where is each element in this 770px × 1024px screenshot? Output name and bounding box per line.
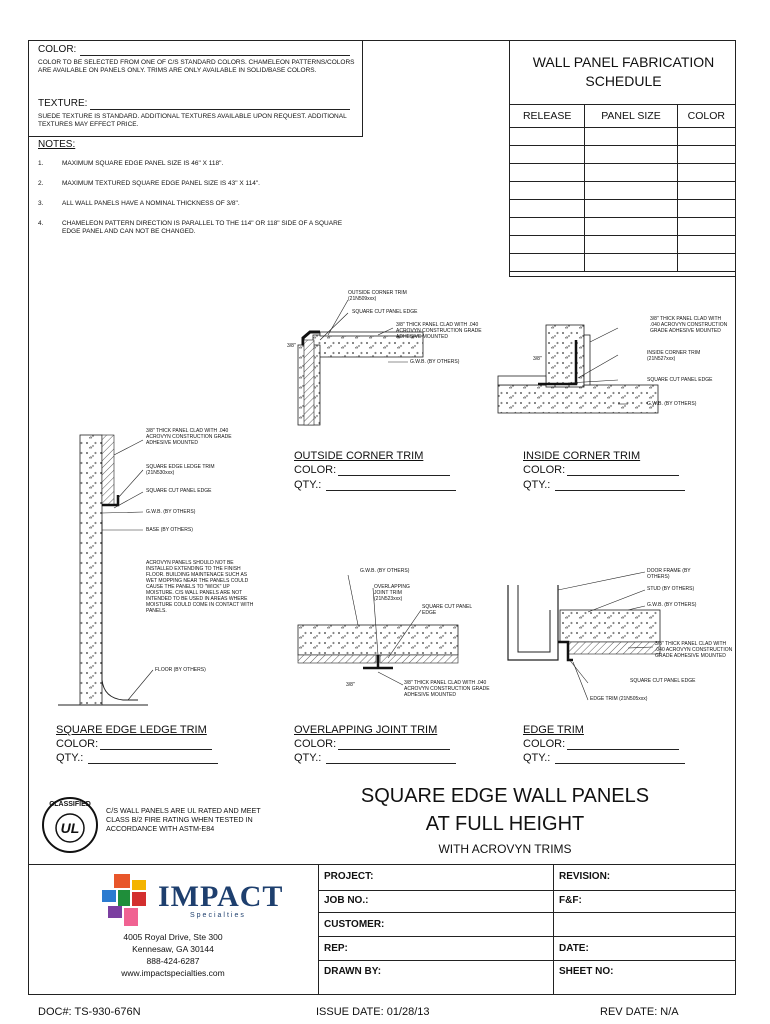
divider	[318, 936, 736, 937]
note-text: ALL WALL PANELS HAVE A NOMINAL THICKNESS OF 3/8".	[62, 200, 240, 207]
schedule-row[interactable]	[510, 164, 736, 182]
schedule-table	[509, 104, 736, 272]
impact-logo-icon	[100, 872, 160, 930]
ul-text: C/S WALL PANELS ARE UL RATED AND MEET CLASS B/2 FIRE RATING WHEN TESTED IN ACCORDANCE WITH ASTM-E84	[106, 806, 261, 833]
note-number: 1.	[38, 160, 44, 167]
col-release: RELEASE	[510, 105, 585, 128]
schedule-header-row	[510, 105, 736, 128]
overlap-qty: QTY.:	[294, 752, 322, 764]
callout: G.W.B. (BY OTHERS)	[146, 509, 196, 515]
company-tag: Specialties	[190, 912, 246, 919]
fill-line	[555, 490, 685, 491]
schedule-row[interactable]	[510, 128, 736, 146]
callout: G.W.B. (BY OTHERS)	[647, 602, 697, 608]
callout: SQUARE CUT PANEL EDGE	[422, 604, 472, 616]
fill-line	[567, 475, 679, 476]
schedule-row[interactable]	[510, 236, 736, 254]
divider	[318, 960, 736, 961]
col-panel-size: PANEL SIZE	[585, 105, 677, 128]
callout: FLOOR (BY OTHERS)	[155, 667, 206, 673]
color-label: COLOR:	[38, 44, 77, 55]
overlap-title: OVERLAPPING JOINT TRIM	[294, 724, 438, 736]
outside-corner-detail	[298, 300, 423, 425]
divider	[318, 890, 736, 891]
fill-line	[88, 763, 218, 764]
job-no-field[interactable]: JOB NO.:	[324, 895, 369, 906]
ul-classified-icon	[40, 795, 100, 855]
ledge-title: SQUARE EDGE LEDGE TRIM	[56, 724, 207, 736]
callout: 3/8" THICK PANEL CLAD WITH .040 ACROVYN CONSTRUCTION GRADE ADHESIVE MOUNTED	[404, 680, 490, 698]
callout: SQUARE CUT PANEL EDGE	[647, 377, 713, 383]
ledge-detail	[58, 435, 153, 705]
color-underline	[80, 55, 350, 56]
main-title-line2: AT FULL HEIGHT	[425, 813, 585, 835]
callout: G.W.B. (BY OTHERS)	[360, 568, 410, 574]
note-text: MAXIMUM TEXTURED SQUARE EDGE PANEL SIZE IS 43" X 114".	[62, 180, 260, 187]
dim-fraction: 3/8"	[346, 682, 355, 688]
company-address1: 4005 Royal Drive, Ste 300	[123, 932, 223, 942]
schedule-title-line1: WALL PANEL FABRICATION	[532, 54, 715, 70]
schedule-row[interactable]	[510, 146, 736, 164]
date-field[interactable]: DATE:	[559, 943, 589, 954]
detail-drawings	[28, 280, 736, 780]
schedule-row[interactable]	[510, 182, 736, 200]
divider	[28, 864, 736, 865]
callout: SQUARE CUT PANEL EDGE	[146, 488, 212, 494]
callout: DOOR FRAME (BY OTHERS)	[647, 568, 691, 580]
note-text: MAXIMUM SQUARE EDGE PANEL SIZE IS 46" X 118".	[62, 160, 224, 167]
inside-corner-qty: QTY.:	[523, 479, 551, 491]
callout: OUTSIDE CORNER TRIM (21N509xxx)	[348, 290, 407, 302]
main-title-line1: SQUARE EDGE WALL PANELS	[360, 785, 650, 807]
issue-date: ISSUE DATE: 01/28/13	[316, 1006, 430, 1018]
edge-color: COLOR:	[523, 738, 566, 750]
ff-field[interactable]: F&F:	[559, 895, 582, 906]
texture-underline	[90, 109, 350, 110]
callout: G.W.B. (BY OTHERS)	[647, 401, 697, 407]
callout: OVERLAPPING JOINT TRIM (21N523xxx)	[374, 584, 410, 602]
dim-fraction: 3/8"	[287, 343, 296, 349]
schedule-row[interactable]	[510, 200, 736, 218]
overlap-color: COLOR:	[294, 738, 337, 750]
fill-line	[338, 749, 450, 750]
dim-fraction: 3/8"	[533, 356, 542, 362]
texture-label: TEXTURE:	[38, 98, 88, 109]
callout: 3/8" THICK PANEL CLAD WITH .040 ACROVYN CONSTRUCTION GRADE ADHESIVE MOUNTED	[650, 316, 728, 334]
project-field[interactable]: PROJECT:	[324, 871, 374, 882]
callout: INSIDE CORNER TRIM (21N527xxx)	[647, 350, 701, 362]
fill-line	[326, 763, 456, 764]
schedule-title-line2: SCHEDULE	[585, 73, 662, 89]
rev-date: REV DATE: N/A	[600, 1006, 679, 1018]
doc-number: DOC#: TS-930-676N	[38, 1006, 141, 1018]
callout: SQUARE EDGE LEDGE TRIM (21N530xxx)	[146, 464, 215, 476]
rep-field[interactable]: REP:	[324, 943, 348, 954]
notes-heading: NOTES:	[38, 139, 76, 150]
callout: SQUARE CUT PANEL EDGE	[352, 309, 418, 315]
note-number: 2.	[38, 180, 44, 187]
outside-corner-color: COLOR:	[294, 464, 337, 476]
fill-line	[567, 749, 679, 750]
callout: 3/8" THICK PANEL CLAD WITH .040 ACROVYN CONSTRUCTION GRADE ADHESIVE MOUNTED	[655, 641, 733, 659]
inside-corner-detail	[498, 325, 658, 413]
company-phone: 888-424-6287	[146, 956, 200, 966]
drawn-by-field[interactable]: DRAWN BY:	[324, 966, 382, 977]
callout: ACROVYN PANELS SHOULD NOT BE INSTALLED EXTENDING TO THE FINISH FLOOR. BUILDING MAINTENACE SUCH AS WET MOPPING NEAR THE PANELS COULD CAUSE THE PANELS TO "WICK" UP MOISTURE. C/S WALL PANELS ARE NOT INTENDED TO BE USED IN AREAS WHERE MOISTURE COULD COME IN CONTACT WITH PANELS.	[146, 560, 254, 614]
callout: G.W.B. (BY OTHERS)	[410, 359, 460, 365]
callout: STUD (BY OTHERS)	[647, 586, 695, 592]
note-number: 3.	[38, 200, 44, 207]
ul-badge-mark: UL	[60, 820, 80, 836]
fill-line	[338, 475, 450, 476]
revision-field[interactable]: REVISION:	[559, 871, 611, 882]
schedule-row[interactable]	[510, 218, 736, 236]
texture-note: SUEDE TEXTURE IS STANDARD. ADDITIONAL TEXTURES AVAILABLE UPON REQUEST. ADDITIONAL TEXTURES MAY EFFECT PRICE.	[38, 113, 347, 128]
color-texture-block	[28, 40, 363, 137]
callout: 3/8" THICK PANEL CLAD WITH .040 ACROVYN CONSTRUCTION GRADE ADHESIVE MOUNTED	[396, 322, 482, 340]
ul-badge-top: CLASSIFIED	[49, 801, 91, 808]
edge-title: EDGE TRIM	[523, 724, 584, 736]
divider	[318, 912, 736, 913]
callout: BASE (BY OTHERS)	[146, 527, 193, 533]
main-title-sub: WITH ACROVYN TRIMS	[438, 842, 572, 856]
inside-corner-color: COLOR:	[523, 464, 566, 476]
edge-qty: QTY.:	[523, 752, 551, 764]
callout: SQUARE CUT PANEL EDGE	[630, 678, 696, 684]
fill-line	[555, 763, 685, 764]
company-name: IMPACT	[158, 880, 284, 913]
callout: EDGE TRIM (21N505xxx)	[590, 696, 648, 702]
customer-field[interactable]: CUSTOMER:	[324, 919, 385, 930]
col-color: COLOR	[677, 105, 735, 128]
fill-line	[326, 490, 456, 491]
ledge-color: COLOR:	[56, 738, 99, 750]
schedule-row[interactable]	[510, 254, 736, 272]
callout: 3/8" THICK PANEL CLAD WITH .040 ACROVYN CONSTRUCTION GRADE ADHESIVE MOUNTED	[146, 428, 232, 446]
company-address2: Kennesaw, GA 30144	[132, 944, 214, 954]
sheet-no-field[interactable]: SHEET NO:	[559, 966, 614, 977]
note-text: CHAMELEON PATTERN DIRECTION IS PARALLEL TO THE 114" OR 118" SIDE OF A SQUARE EDGE PANEL AND CAN NOT BE CHANGED.	[62, 220, 343, 235]
color-note: COLOR TO BE SELECTED FROM ONE OF C/S STANDARD COLORS. CHAMELEON PATTERNS/COLORS ARE AVAILABLE ON PANELS ONLY. TRIMS ARE ONLY AVAILABLE IN SOLID/BASE COLORS.	[38, 59, 355, 74]
inside-corner-title: INSIDE CORNER TRIM	[523, 450, 641, 462]
fill-line	[100, 749, 212, 750]
note-number: 4.	[38, 220, 44, 227]
outside-corner-qty: QTY.:	[294, 479, 322, 491]
ledge-qty: QTY.:	[56, 752, 84, 764]
outside-corner-title: OUTSIDE CORNER TRIM	[294, 450, 424, 462]
company-web: www.impactspecialties.com	[121, 968, 225, 978]
